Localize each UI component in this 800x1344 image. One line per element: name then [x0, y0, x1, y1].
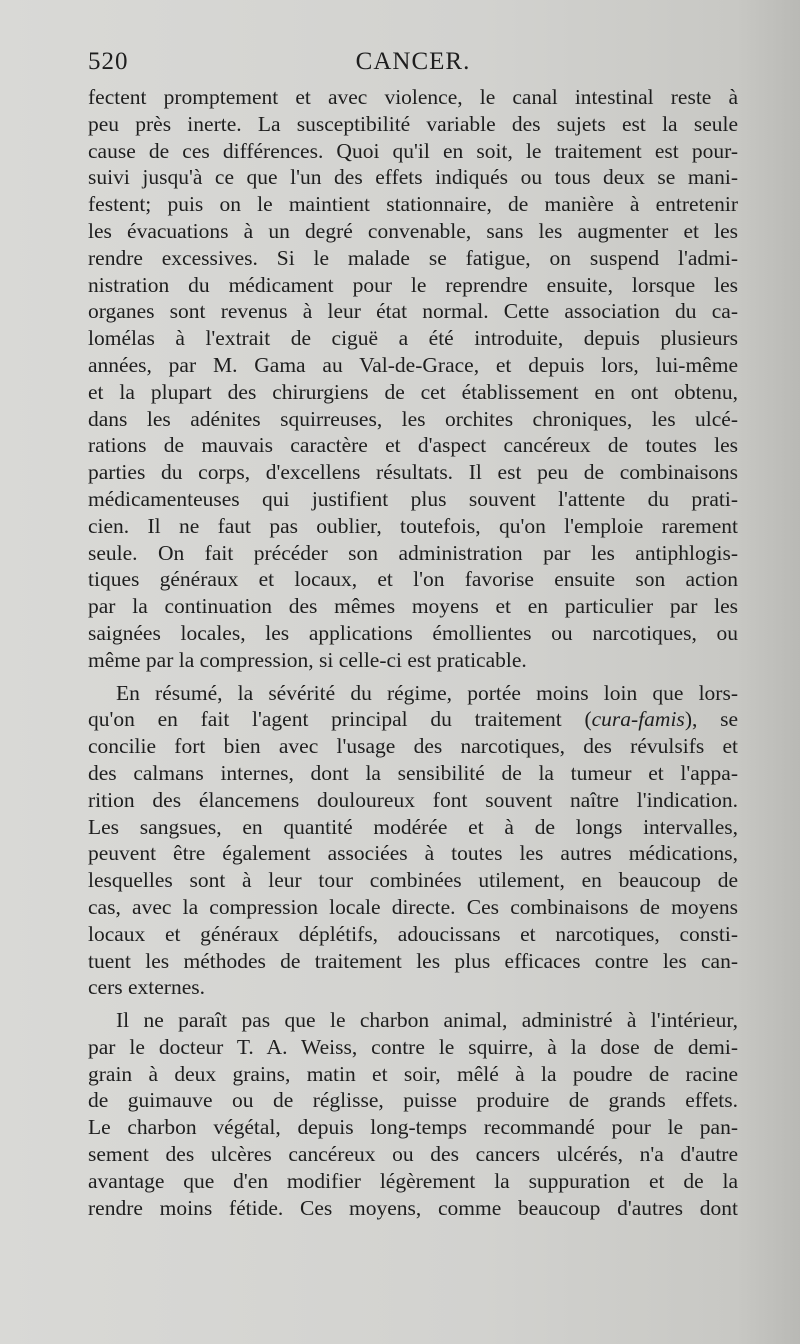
text-line: cas, avec la compression locale directe. Ces combinaisons de moyens	[88, 894, 738, 919]
text-line: années, par M. Gama au Val-de-Grace, et depuis lors, lui-même	[88, 352, 738, 377]
text-line: tiques généraux et locaux, et l'on favorise ensuite son action	[88, 567, 738, 592]
text-line: Il ne paraît pas que le charbon animal, administré à l'intérieur,	[116, 1008, 738, 1033]
text-line: sement des ulcères cancéreux ou des cancers ulcérés, n'a d'autre	[88, 1142, 738, 1167]
text-line: Les sangsues, en quantité modérée et à de longs intervalles,	[88, 814, 738, 839]
text-line: des calmans internes, dont la sensibilité de la tumeur et l'appa-	[88, 760, 738, 785]
text-line: nistration du médicament pour le reprendre ensuite, lorsque les	[88, 272, 738, 297]
text-line: rations de mauvais caractère et d'aspect cancéreux de toutes les	[88, 433, 738, 458]
body-text	[88, 84, 738, 1221]
text-fragment: qu'on en fait l'agent principal du traitement (	[88, 707, 592, 732]
text-line: Le charbon végétal, depuis long-temps recommandé pour le pan-	[88, 1115, 738, 1140]
text-line: suivi jusqu'à ce que l'un des effets indiqués ou tous deux se mani-	[88, 165, 738, 190]
text-line: les évacuations à un degré convenable, sans les augmenter et les	[88, 218, 738, 243]
text-line: grain à deux grains, matin et soir, mêlé à la poudre de racine	[88, 1061, 738, 1086]
text-line: par le docteur T. A. Weiss, contre le squirre, à la dose de demi-	[88, 1034, 738, 1059]
paragraph-1	[88, 84, 738, 674]
text-line: lesquelles sont à leur tour combinées utilement, en beaucoup de	[88, 868, 738, 893]
text-fragment: ), se	[684, 707, 738, 732]
text-line: même par la compression, si celle-ci est praticable.	[88, 647, 527, 672]
text-line: organes sont revenus à leur état normal. Cette association du ca-	[88, 299, 738, 324]
text-line: peu près inerte. La susceptibilité variable des sujets est la seule	[88, 111, 738, 136]
text-line: médicamenteuses qui justifient plus souvent l'attente du prati-	[88, 486, 738, 511]
text-line: rition des élancemens douloureux font souvent naître l'indication.	[88, 787, 738, 812]
text-line: peuvent être également associées à toutes les autres médications,	[88, 841, 738, 866]
paragraph-3	[88, 1007, 738, 1221]
page-number: 520	[88, 48, 129, 75]
text-line: de guimauve ou de réglisse, puisse produire de grands effets.	[88, 1088, 738, 1113]
text-line: dans les adénites squirreuses, les orchites chroniques, les ulcé-	[88, 406, 738, 431]
italic-term: cura-famis	[591, 707, 685, 732]
text-line: cien. Il ne faut pas oublier, toutefois, qu'on l'emploie rarement	[88, 513, 738, 538]
text-line: rendre moins fétide. Ces moyens, comme beaucoup d'autres dont	[88, 1195, 738, 1220]
text-line	[88, 706, 738, 733]
text-line: rendre excessives. Si le malade se fatigue, on suspend l'admi-	[88, 245, 738, 270]
text-line: concilie fort bien avec l'usage des narcotiques, des révulsifs et	[88, 734, 738, 759]
text-line: seule. On fait précéder son administration par les antiphlogis-	[88, 540, 738, 565]
text-line: fectent promptement et avec violence, le canal intestinal reste à	[88, 85, 738, 109]
text-line: et la plupart des chirurgiens de cet établissement en ont obtenu,	[88, 379, 738, 404]
page-header	[88, 48, 738, 82]
paragraph-2	[88, 680, 738, 1002]
text-line: festent; puis on le maintient stationnaire, de manière à entretenir	[88, 192, 738, 217]
text-line: par la continuation des mêmes moyens et en particulier par les	[88, 594, 738, 619]
text-line: cause de ces différences. Quoi qu'il en soit, le traitement est pour-	[88, 138, 738, 163]
text-line: locaux et généraux déplétifs, adoucissans et narcotiques, consti-	[88, 921, 738, 946]
running-head: CANCER.	[355, 48, 471, 75]
text-line: avantage que d'en modifier légèrement la suppuration et de la	[88, 1168, 738, 1193]
text-line: En résumé, la sévérité du régime, portée moins loin que lors-	[116, 680, 738, 705]
text-line: tuent les méthodes de traitement les plus efficaces contre les can-	[88, 948, 738, 973]
text-line: parties du corps, d'excellens résultats. Il est peu de combinaisons	[88, 460, 738, 485]
text-line: cers externes.	[88, 975, 205, 1000]
text-line: lomélas à l'extrait de ciguë a été introduite, depuis plusieurs	[88, 326, 738, 351]
text-line: saignées locales, les applications émollientes ou narcotiques, ou	[88, 620, 738, 645]
